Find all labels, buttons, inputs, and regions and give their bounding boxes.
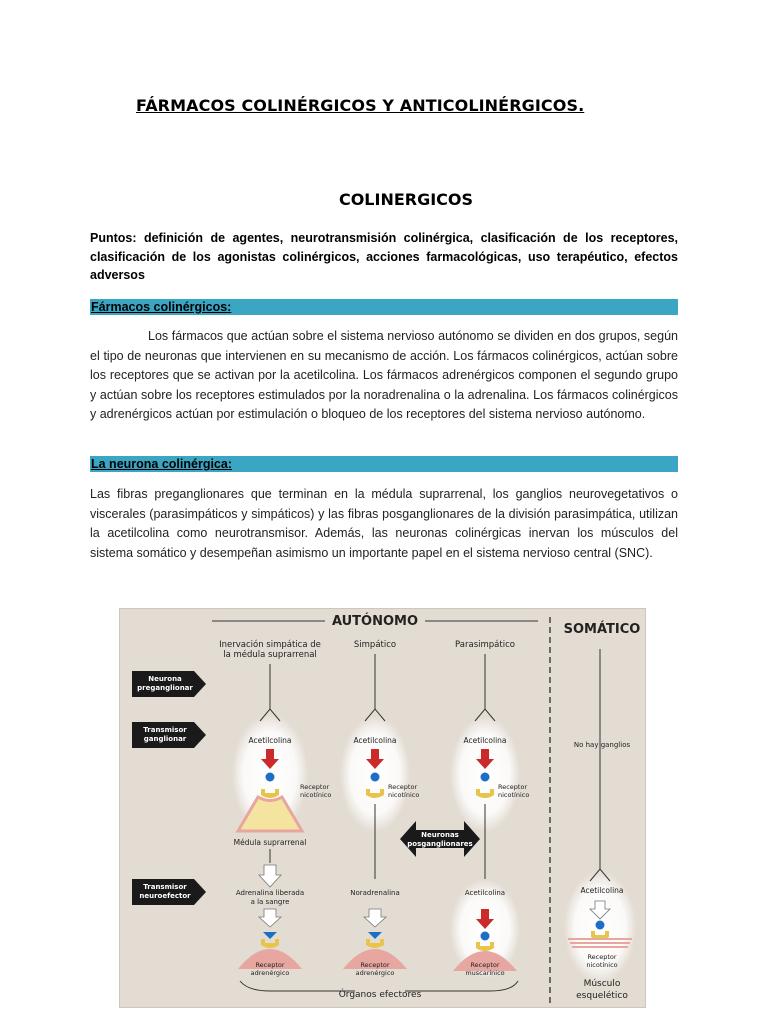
acetylcholine-dot xyxy=(596,921,605,930)
receptor-label: Receptor xyxy=(587,953,617,961)
white-arrow-icon xyxy=(259,909,281,927)
receptor-adrenergico-label: adrenérgico xyxy=(355,969,395,977)
acetylcholine-dot xyxy=(371,773,380,782)
acetilcolina-label: Acetilcolina xyxy=(248,736,292,745)
heading-farmacos-colinergicos xyxy=(90,299,678,315)
acetilcolina-label: Acetilcolina xyxy=(353,736,397,745)
receptor-label: Receptor xyxy=(498,783,528,791)
receptor-muscarinico-label: muscarínico xyxy=(465,969,505,977)
side-arrow-neurona-preganglionar xyxy=(132,671,206,697)
acetilcolina-label: Acetilcolina xyxy=(463,736,507,745)
adrenalina-label-2: a la sangre xyxy=(250,898,290,906)
receptor-label: Receptor xyxy=(255,961,285,969)
acetilcolina-label: Acetilcolina xyxy=(464,889,506,897)
receptor-label: Receptor xyxy=(300,783,330,791)
puntos-paragraph: Puntos: definición de agentes, neurotransmisión colinérgica, clasificación de los receptores, clasificación de los agonistas colinérgicos, acciones farmacológicas, uso terapéutico, efectos adversos xyxy=(90,231,678,282)
acetylcholine-dot xyxy=(481,773,490,782)
receptor-nicotinico-label: nicotínico xyxy=(498,791,530,799)
receptor-icon xyxy=(366,939,384,948)
neuronas-posganglionares-arrow xyxy=(400,821,480,857)
svg-text:Neurona: Neurona xyxy=(148,675,182,683)
svg-text:ganglionar: ganglionar xyxy=(143,735,187,743)
heading-text: Fármacos colinérgicos: xyxy=(91,300,232,314)
receptor-icon xyxy=(261,939,279,948)
receptor-nicotinico-label: nicotínico xyxy=(586,961,618,969)
noradrenalina-label: Noradrenalina xyxy=(350,889,400,897)
col1-header-line2: la médula suprarrenal xyxy=(223,650,317,660)
white-arrow-icon xyxy=(259,865,281,887)
receptor-nicotinico-label: nicotínico xyxy=(300,791,332,799)
side-arrow-transmisor-neuroefector xyxy=(132,879,206,905)
section-title: COLINERGICOS xyxy=(338,190,474,209)
col1-header-line1: Inervación simpática de xyxy=(219,640,321,650)
svg-text:preganglionar: preganglionar xyxy=(137,684,193,692)
cholinergic-diagram xyxy=(119,608,646,1008)
receptor-nicotinico-label: nicotínico xyxy=(388,791,420,799)
no-ganglios-label: No hay ganglios xyxy=(573,741,631,749)
side-arrow-transmisor-ganglionar xyxy=(132,722,206,748)
organos-efectores-label: Órganos efectores xyxy=(338,990,422,1000)
receptor-label: Receptor xyxy=(470,961,500,969)
document-title: FÁRMACOS COLINÉRGICOS Y ANTICOLINÉRGICOS. xyxy=(136,96,585,115)
acetilcolina-label: Acetilcolina xyxy=(580,886,624,895)
receptor-adrenergico-label: adrenérgico xyxy=(250,969,290,977)
column-medula xyxy=(234,664,332,977)
noradrenaline-marker xyxy=(368,932,382,939)
label-somatico: SOMÁTICO xyxy=(563,622,641,637)
adrenalina-label-1: Adrenalina liberada xyxy=(235,889,305,897)
medula-label: Médula suprarrenal xyxy=(233,838,307,847)
paragraph-farmacos: Los fármacos que actúan sobre el sistema nervioso autónomo se dividen en dos grupos, según el tipo de neuronas que intervienen en su mecanismo de acción. Los fármacos colinérgicos, actúan sobre los receptores que se activan por la acetilcolina. Los fármacos adrenérgicos componen el segundo grupo y actúan sobre los receptores estimulados por la noradrenalina o la adrenalina. Los fármacos colinérgicos y adrenérgicos actúan por estimulación o bloqueo de los receptores del sistema nervioso autónomo. xyxy=(90,329,678,421)
svg-text:Neuronas: Neuronas xyxy=(421,831,459,839)
col2-header: Simpático xyxy=(353,640,397,650)
paragraph-neurona: Las fibras preganglionares que terminan en la médula suprarrenal, los ganglios neurovegetativos o viscerales (parasimpáticos y simpáticos) y las fibras posganglionares de la división parasimpática, utilizan la acetilcolina como neurotransmisor. Además, las neuronas colinérgicas inervan los músculos del sistema somático y desempeñan asimismo un importante papel en el sistema nervioso central (SNC). xyxy=(90,487,678,560)
receptor-label: Receptor xyxy=(388,783,418,791)
heading-text: La neurona colinérgica: xyxy=(91,457,233,471)
svg-text:posganglionares: posganglionares xyxy=(407,840,473,848)
white-arrow-icon xyxy=(364,909,386,927)
heading-neurona-colinergica xyxy=(90,456,678,472)
col3-header: Parasimpático xyxy=(455,640,515,650)
svg-text:Transmisor: Transmisor xyxy=(143,883,187,891)
svg-text:neuroefector: neuroefector xyxy=(139,892,191,900)
svg-text:Transmisor: Transmisor xyxy=(143,726,187,734)
acetylcholine-dot xyxy=(266,773,275,782)
acetylcholine-dot xyxy=(481,932,490,941)
musculo-label-1: Músculo xyxy=(583,979,621,989)
adrenaline-marker xyxy=(263,932,277,939)
musculo-label-2: esquelético xyxy=(576,991,628,1001)
receptor-label: Receptor xyxy=(360,961,390,969)
label-autonomo: AUTÓNOMO xyxy=(331,614,419,629)
